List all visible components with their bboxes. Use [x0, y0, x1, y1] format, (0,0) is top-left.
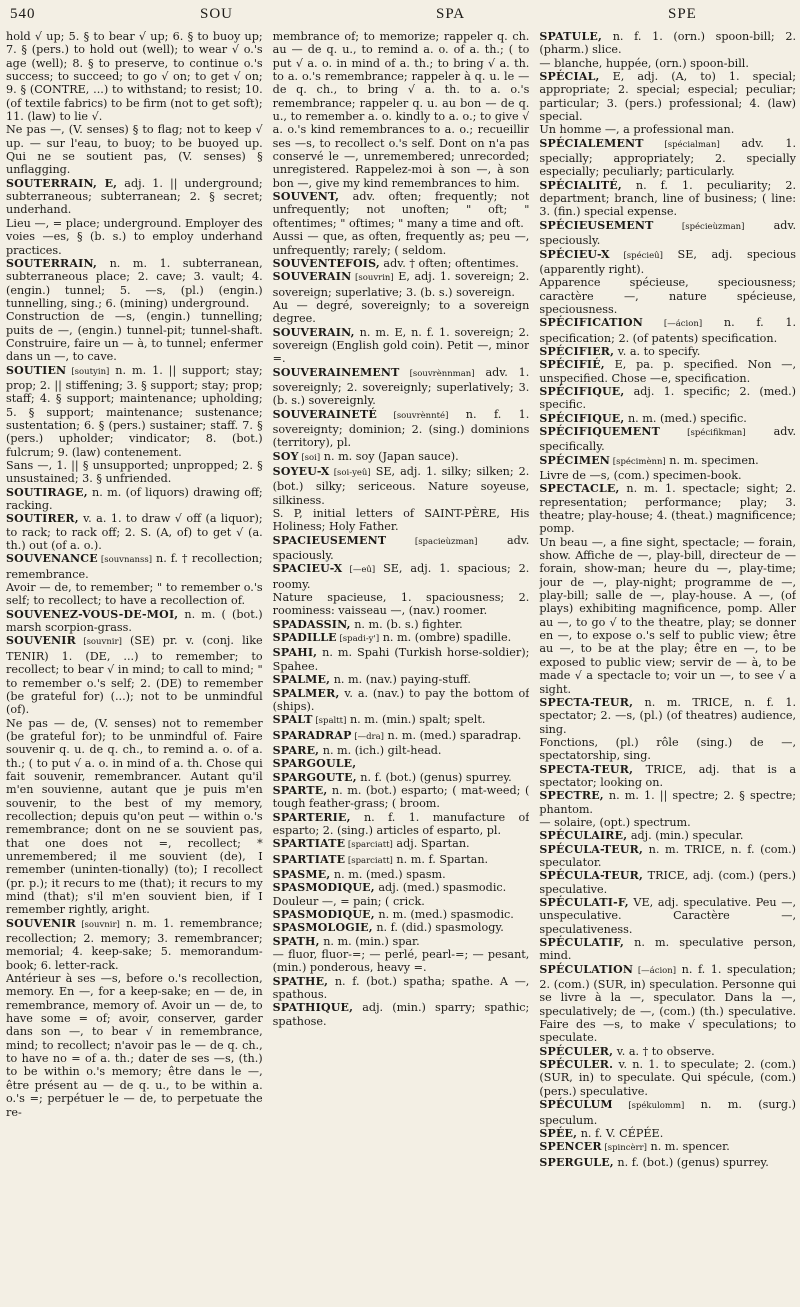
- dictionary-entry: [539, 454, 796, 469]
- pronunciation: [spadi-y']: [336, 634, 380, 645]
- entry-text: n. m. spencer.: [646, 1140, 730, 1154]
- entry-text: Antérieur à ses —s, before o.'s recollection, memory. En —, for a keep-sake; en — de, in remembrance, memory of. Avoir un — de, to have some = of; avoir, conserver, garder dans son —, to bear √ in remembrance, mind; to recollect; n'avoir pas le — de q. ch., to have no = of a. th.; dater de ses —s, (th.) to be within o.'s memory; être dans le —, être présent au — de q. u., to be within a. o.'s =; perpétuer le — de, to perpetuate the re-: [6, 972, 263, 1119]
- dictionary-entry: [273, 230, 530, 257]
- dictionary-entry: [539, 137, 796, 179]
- dictionary-entry: [273, 895, 530, 908]
- dictionary-entry: [539, 1127, 796, 1140]
- dictionary-entry: [273, 299, 530, 326]
- dictionary-entry: [273, 757, 530, 770]
- entry-text: hold √ up; 5. § to bear √ up; 6. § to buoy up; 7. § (pers.) to hold out (well); to wear √ o.'s age (well); 8. § to preserve, to continue o.'s success; to succeed; to go √ on; to get √ on; 9. § (CONTRE, ...) to withstand; to resist; 10. (of textile fabrics) to be firm (not to get soft); 11. (law) to lie √.: [6, 30, 263, 124]
- headword: SPATHIQUE,: [272, 1001, 354, 1015]
- headword: SPÉCULATIF,: [539, 936, 625, 950]
- entry-text: n. m. (of liquors) drawing off; racking.: [6, 485, 263, 513]
- headword: SPÉCULER.: [539, 1058, 614, 1072]
- entry-text: n. f. 1. specification; 2. (of patents) specification.: [539, 316, 797, 345]
- pronunciation: [spécimènn]: [610, 456, 666, 467]
- entry-text: n. m. Spahi (Turkish horse-soldier); Spahee.: [272, 646, 530, 673]
- entry-text: n. m. (med.) specific.: [624, 411, 747, 425]
- dictionary-entry: [273, 270, 530, 299]
- headword: SPÉCULA-TEUR,: [539, 842, 644, 856]
- dictionary-entry: [539, 276, 796, 316]
- entry-text: Construction de —s, (engin.) tunnelling; puits de —, (engin.) tunnel-pit; tunnel-shaft. Construire, faire un — à, to tunnel; enfermer dans un —, to cave.: [6, 310, 263, 364]
- headword: SPASMOLOGIE,: [272, 921, 373, 935]
- entry-text: n. f. (bot.) spatha; spathe. A —, spathous.: [272, 974, 530, 1002]
- dictionary-entry: [273, 30, 530, 190]
- headword: SPARGOUTE,: [272, 770, 357, 784]
- pronunciation: [souvrènnman]: [399, 368, 475, 379]
- column-middle: [273, 30, 530, 1303]
- entry-text: n. f. 1. (orn.) spoon-bill; 2. (pharm.) slice.: [539, 30, 797, 57]
- dictionary-entry: [273, 190, 530, 230]
- headword: SPÉCIAL,: [539, 70, 600, 84]
- entry-text: Aussi — que, as often, frequently as; peu —, unfrequently; rarely; ( seldom.: [272, 230, 530, 257]
- pronunciation: [spaltt]: [312, 716, 347, 727]
- entry-text: v. a. 1. to draw √ off (a liquor); to rack; to rack off; 2. S. (A, of) to get √ (a. th.) out (of a. o.).: [6, 512, 263, 553]
- dictionary-entry: [273, 408, 530, 450]
- headword: SPÉCIFICATION: [539, 316, 644, 330]
- entry-text: n. m. (min.) spalt; spelt.: [346, 713, 486, 727]
- dictionary-entry: [539, 763, 796, 790]
- entry-text: n. m. 1. spectacle; sight; 2. representation; performance; play; 3. theatre; play-house; 4. (theat.) magnificence; pomp.: [539, 482, 797, 536]
- entry-text: (SE) pr. v. (conj. like TENIR) 1. (DE, ...) to remember; to recollect; to bear √ in mind; to call to mind; " to remember o.'s self; 2. (DE) to remember (be grateful for) (...); not to be unmindful (of).: [6, 634, 263, 717]
- headword: SOUVENEZ-VOUS-DE-MOI,: [6, 607, 179, 621]
- dictionary-entry: [273, 853, 530, 868]
- pronunciation: [spécieû]: [609, 250, 663, 261]
- headword: SPARTIATE: [272, 837, 346, 851]
- dictionary-entry: [6, 634, 263, 716]
- dictionary-entry: [539, 536, 796, 696]
- headword: SPATH,: [272, 934, 320, 948]
- entry-text: n. m. f. Spartan.: [392, 852, 489, 866]
- dictionary-entry: [273, 673, 530, 686]
- headword: SPÉCIALITÉ,: [539, 178, 622, 192]
- headword: SPARTIATE: [272, 852, 346, 866]
- pronunciation: [spékulomm]: [612, 1101, 685, 1112]
- headword: SPÉCULAIRE,: [539, 829, 628, 843]
- pronunciation: [sparciatt]: [345, 840, 393, 851]
- entry-text: Lieu —, = place; underground. Employer des voies —es, § (b. s.) to employ underhand practices.: [6, 216, 263, 257]
- headword: SPACIEU-X: [272, 562, 343, 576]
- entry-text: n. f. (did.) spasmology.: [372, 921, 504, 935]
- pronunciation: [souvrènnté]: [376, 410, 449, 421]
- entry-text: Nature spacieuse, 1. spaciousness; 2. roominess: vaisseau —, (nav.) roomer.: [272, 591, 530, 618]
- headword: SPÉCIFIQUE,: [539, 384, 625, 398]
- dictionary-entry: [273, 465, 530, 507]
- dictionary-entry: [273, 784, 530, 811]
- dictionary-entry: [6, 608, 263, 635]
- headword: SPÉCULA-TEUR,: [539, 869, 644, 883]
- dictionary-entry: [273, 1001, 530, 1028]
- entry-text: n. m. (ich.) gilt-head.: [319, 743, 442, 757]
- entry-text: SE, adj. specious (apparently right).: [539, 247, 797, 276]
- headword: SOY: [272, 449, 299, 463]
- headword: SPARADRAP: [272, 728, 352, 742]
- dictionary-entry: [6, 512, 263, 552]
- dictionary-entry: [273, 771, 530, 784]
- headword: SPARE,: [272, 743, 320, 757]
- headword: SPÉCULATI-F,: [539, 896, 629, 909]
- entry-text: Apparence spécieuse, speciousness; caractère —, nature spécieuse, speciousness.: [539, 276, 797, 316]
- dictionary-entry: [273, 935, 530, 948]
- dictionary-entry: [539, 30, 796, 57]
- dictionary-entry: [273, 921, 530, 934]
- dictionary-entry: [539, 1156, 796, 1169]
- headword: SPADASSIN,: [272, 617, 351, 631]
- entry-text: n. m. ( (bot.) marsh scorpion-grass.: [6, 607, 263, 635]
- entry-text: S. P, initial letters of SAINT-PÈRE, His Holiness; Holy Father.: [272, 507, 530, 534]
- dictionary-entry: [6, 486, 263, 513]
- dictionary-entry: [273, 507, 530, 534]
- entry-text: n. f. 1. manufacture of esparto; 2. (sing.) articles of esparto, pl.: [272, 810, 530, 837]
- dictionary-entry: [273, 908, 530, 921]
- entry-text: n. m. (ombre) spadille.: [379, 631, 512, 645]
- headword: SPARTERIE,: [272, 810, 351, 824]
- running-head: [0, 6, 800, 28]
- entry-text: n. m. TRICE, n. f. 1. spectator; 2. —s, (pl.) (of theatres) audience, sing.: [539, 695, 797, 736]
- dictionary-entry: [539, 412, 796, 425]
- entry-text: — fluor, fluor-=; — perlé, pearl-=; — pesant, (min.) ponderous, heavy =.: [272, 948, 530, 975]
- headword: SPECTA-TEUR,: [539, 695, 634, 709]
- dictionary-entry: [539, 816, 796, 829]
- dictionary-entry: [6, 177, 263, 217]
- entry-text: n. m. 1. || support; stay; prop; 2. || stiffening; 3. § support; stay; prop; staff; 4. § support; maintenance; upholding; 5. § support; maintenance; sustenance; sustentation; 6. § (pers.) sustainer; staff. 7. § (pers.) upholder; vindicator; 8. (bot.) fulcrum; 9. (law) contenement.: [6, 363, 263, 459]
- entry-text: adj. (min.) specular.: [627, 829, 744, 843]
- dictionary-entry: [273, 450, 530, 465]
- entry-text: n. m. (surg.) speculum.: [539, 1098, 797, 1127]
- left-guide-word: SOU: [200, 6, 234, 22]
- dictionary-entry: [539, 736, 796, 763]
- headword: SOUVENIR: [6, 634, 76, 648]
- dictionary-entry: [539, 248, 796, 277]
- entry-text: E, pa. p. specified. Non —, unspecified. Chose —e, specification.: [539, 358, 797, 385]
- dictionary-entry: [539, 1140, 796, 1155]
- dictionary-columns: [6, 30, 796, 1303]
- dictionary-entry: [273, 534, 530, 563]
- dictionary-entry: [273, 257, 530, 270]
- column-left: [6, 30, 263, 1303]
- dictionary-entry: [6, 717, 263, 917]
- entry-text: Un beau —, a fine sight, spectacle; — forain, show. Affiche de —, play-bill, directeur de — forain, show-man; heure du —, play-time; jour de —, play-night; programme de —, play-bill; salle de —, play-house. A —, (of plays) exhibiting magnificence, pomp. Aller au —, to go √ to the theatre, play; se donner en —, to expose o.'s self to public view; être au —, to be at the play; être en —, to be exposed to public view; servir de — à, to be made √ a spectacle to; voir un —, to see √ a sight.: [539, 535, 797, 696]
- headword: SPASME,: [272, 867, 331, 881]
- entry-text: Douleur —, = pain; ( crick.: [272, 894, 425, 908]
- entry-text: adj. 1. || underground; subterraneous; subterranean; 2. § secret; underhand.: [6, 176, 263, 217]
- dictionary-entry: [539, 1058, 796, 1098]
- dictionary-entry: [6, 552, 263, 581]
- headword: SPATULE,: [539, 30, 603, 43]
- dictionary-entry: [539, 70, 796, 123]
- entry-text: n. m. (med.) sparadrap.: [384, 728, 522, 742]
- dictionary-entry: [539, 219, 796, 248]
- pronunciation: [spincèrr]: [601, 1143, 647, 1154]
- headword: SOUVERAINETÉ: [272, 407, 377, 421]
- headword: SOUTIRAGE,: [6, 485, 88, 499]
- pronunciation: [spécialman]: [643, 139, 720, 150]
- entry-text: n. m. (med.) spasmodic.: [374, 908, 514, 921]
- entry-text: n. m. (bot.) esparto; ( mat-weed; ( tough feather-grass; ( broom.: [272, 783, 530, 811]
- headword: SPÉCULUM: [539, 1098, 613, 1112]
- dictionary-entry: [273, 713, 530, 728]
- headword: SOUTIRER,: [6, 512, 79, 526]
- headword: SOYEU-X: [272, 465, 330, 478]
- pronunciation: [—ácion]: [633, 965, 677, 976]
- entry-text: n. m. soy (Japan sauce).: [320, 449, 459, 463]
- dictionary-entry: [539, 358, 796, 385]
- entry-text: n. m. E, n. f. 1. sovereign; 2. sovereign (English gold coin). Petit —, minor =.: [272, 325, 530, 366]
- entry-text: n. m. specimen.: [665, 453, 759, 467]
- entry-text: n. m. TRICE, n. f. (com.) speculator.: [539, 842, 797, 869]
- headword: SPÉCIFIQUEMENT: [539, 424, 660, 438]
- dictionary-entry: [273, 881, 530, 894]
- entry-text: n. f. 1. sovereignty; dominion; 2. (sing.) dominions (territory), pl.: [272, 407, 530, 450]
- headword: SPÉCIALEMENT: [539, 136, 644, 150]
- column-right: [539, 30, 796, 1303]
- dictionary-entry: [539, 1045, 796, 1058]
- entry-text: adv. spaciously.: [272, 533, 530, 563]
- entry-text: n. m. (med.) spasm.: [330, 867, 446, 881]
- entry-text: Fonctions, (pl.) rôle (sing.) de —, spectatorship, sing.: [539, 735, 797, 763]
- entry-text: n. f. † recollection; remembrance.: [6, 552, 263, 581]
- pronunciation: [souvnir]: [75, 919, 120, 930]
- headword: SOUVERAIN: [272, 270, 352, 284]
- entry-text: n. m. (b. s.) fighter.: [350, 617, 463, 631]
- headword: SOUTERRAIN,: [6, 256, 98, 270]
- entry-text: adv. 1. sovereignly; 2. sovereignly; superlatively; 3. (b. s.) sovereignly.: [272, 365, 530, 408]
- dictionary-entry: [6, 30, 263, 123]
- headword: SPÉCIFIÉ,: [539, 358, 605, 372]
- entry-text: n. m. 1. || spectre; 2. § spectre; phantom.: [539, 789, 797, 816]
- entry-text: TRICE, adj. that is a spectator; looking on.: [539, 762, 797, 789]
- dictionary-entry: [273, 948, 530, 975]
- headword: SPADILLE: [272, 631, 337, 645]
- headword: SPÉCIMEN: [539, 453, 611, 467]
- dictionary-entry: [539, 829, 796, 842]
- pronunciation: [soi]: [298, 452, 321, 463]
- dictionary-entry: [273, 837, 530, 852]
- entry-text: E, adj. 1. sovereign; 2. sovereign; superlative; 3. (b. s.) sovereign.: [272, 270, 530, 299]
- entry-text: SE, adj. 1. silky; silken; 2. (bot.) silky; sericeous. Nature soyeuse, silkiness.: [272, 465, 530, 507]
- entry-text: — solaire, (opt.) spectrum.: [539, 815, 691, 829]
- dictionary-entry: [6, 257, 263, 310]
- pronunciation: [soutyin]: [66, 366, 110, 377]
- headword: SPACIEUSEMENT: [272, 533, 387, 547]
- dictionary-entry: [539, 482, 796, 535]
- headword: SPÉCULATION: [539, 962, 634, 976]
- dictionary-entry: [273, 811, 530, 838]
- entry-text: adj. Spartan.: [392, 837, 470, 851]
- headword: SPENCER: [539, 1140, 602, 1154]
- pronunciation: [souvnanss]: [97, 555, 153, 566]
- dictionary-entry: [273, 646, 530, 673]
- entry-text: membrance of; to memorize; rappeler q. ch. au — de q. u., to remind a. o. of a. th.; ( to put √ a. o. in mind of a. th.; to bring √ a. th. to a. o.'s remembrance; rappeler à q. u. le — de q. ch., to bring √ a. th. to a. o.'s remembrance; rappeler q. u. au bon — de q. u., to remember a. o. kindly to a. o.; to give √ a. o.'s kind remembrances to a. o.; recueillir ses —s, to recollect o.'s self. Dont on n'a pas conservé le —, unremembered; unrecorded; unregistered. Rappelez-moi à son —, à son bon —, give my kind remembrances to him.: [272, 30, 530, 190]
- dictionary-entry: [273, 366, 530, 408]
- dictionary-entry: [273, 687, 530, 714]
- entry-text: TRICE, adj. (com.) (pers.) speculative.: [539, 869, 797, 896]
- dictionary-entry: [539, 936, 796, 963]
- dictionary-entry: [273, 618, 530, 631]
- entry-text: Sans —, 1. || § unsupported; unpropped; 2. § unsustained; 3. § unfriended.: [6, 459, 263, 486]
- headword: SOUTIEN: [6, 363, 67, 377]
- headword: SPECTA-TEUR,: [539, 762, 634, 776]
- entry-text: n. f. 1. peculiarity; 2. department; branch, line of business; ( line: 3. (fin.) special expense.: [539, 178, 797, 219]
- headword: SPÉCIFIQUE,: [539, 411, 625, 425]
- entry-text: n. m. 1. subterranean, subterraneous place; 2. cave; 3. vault; 4. (engin.) tunnel; 5. —s, (pl.) (engin.) tunnelling, sing.; 6. (mining) underground.: [6, 256, 263, 310]
- dictionary-entry: [273, 562, 530, 591]
- pronunciation: [spécieùzman]: [653, 221, 745, 232]
- headword: SPECTACLE,: [539, 482, 620, 496]
- headword: SPERGULE,: [539, 1155, 614, 1169]
- entry-text: n. f. (bot.) (genus) spurrey.: [613, 1155, 769, 1169]
- dictionary-entry: [539, 385, 796, 412]
- pronunciation: [—dra]: [351, 731, 384, 742]
- entry-text: n. m. (nav.) paying-stuff.: [330, 673, 471, 687]
- dictionary-entry: [6, 972, 263, 1119]
- entry-text: n. f. V. CÉPÉE.: [577, 1126, 664, 1140]
- headword: SPÉCIEUSEMENT: [539, 218, 654, 232]
- headword: SOUVENTEFOIS,: [272, 256, 380, 270]
- headword: SPARGOULE,: [272, 757, 357, 771]
- dictionary-entry: [539, 316, 796, 345]
- dictionary-entry: [273, 975, 530, 1002]
- dictionary-entry: [6, 310, 263, 363]
- headword: SPATHE,: [272, 974, 329, 988]
- entry-text: n. m. (min.) spar.: [319, 934, 420, 948]
- entry-text: Livre de —s, (com.) specimen-book.: [539, 469, 742, 482]
- dictionary-entry: [539, 843, 796, 870]
- middle-guide-word: SPA: [436, 6, 466, 22]
- entry-text: v. a. † to observe.: [613, 1044, 715, 1058]
- entry-text: v. a. (nav.) to pay the bottom of (ships).: [272, 686, 530, 713]
- dictionary-entry: [273, 868, 530, 881]
- headword: SOUVENANCE: [6, 552, 98, 566]
- pronunciation: [spacieùzman]: [386, 536, 478, 547]
- dictionary-entry: [539, 1098, 796, 1127]
- entry-text: adv. 1. specially; appropriately; 2. specially especially; peculiarly; particularly.: [539, 136, 797, 179]
- dictionary-entry: [273, 729, 530, 744]
- entry-text: Au — degré, sovereignly; to a sovereign degree.: [272, 298, 530, 326]
- headword: SPALMER,: [272, 686, 340, 700]
- entry-text: n. f. (bot.) (genus) spurrey.: [356, 770, 512, 784]
- pronunciation: [souvnir]: [75, 637, 122, 648]
- entry-text: VE, adj. speculative. Peu —, unspeculative. Caractère —, speculativeness.: [539, 896, 797, 936]
- headword: SPECTRE,: [539, 789, 604, 803]
- entry-text: n. m. speculative person, mind.: [539, 936, 797, 963]
- headword: SPALME,: [272, 673, 331, 687]
- entry-text: adj. 1. specific; 2. (med.) specific.: [539, 384, 797, 412]
- dictionary-entry: [6, 123, 263, 176]
- pronunciation: [—ácion]: [643, 319, 703, 330]
- dictionary-entry: [273, 591, 530, 618]
- pronunciation: [soi-yeû]: [329, 468, 371, 478]
- pronunciation: [—eû]: [342, 565, 376, 576]
- entry-text: v. n. 1. to speculate; 2. (com.) (SUR, in) to speculate. Qui spécule, (com.) (pers.) speculative.: [539, 1058, 797, 1098]
- dictionary-entry: [6, 581, 263, 608]
- headword: SPALT: [272, 713, 313, 727]
- entry-text: adv. often; frequently; not unfrequently; not unoften; " oft; " oftentimes; " oftimes; " many a time and oft.: [272, 190, 530, 230]
- dictionary-entry: [6, 364, 263, 459]
- entry-text: n. m. 1. remembrance; recollection; 2. memory; 3. remembrancer; memorial; 4. keep-sake; 5. memorandum-book; 6. letter-rack.: [6, 916, 263, 972]
- dictionary-entry: [539, 896, 796, 936]
- headword: SOUVENIR: [6, 916, 76, 930]
- headword: SOUTERRAIN, E,: [6, 176, 118, 190]
- dictionary-entry: [6, 917, 263, 972]
- entry-text: v. a. to specify.: [614, 344, 701, 358]
- dictionary-entry: [539, 469, 796, 482]
- entry-text: Ne pas — de, (V. senses) not to remember (be grateful for); to be unmindful of. Faire souvenir q. u. de q. ch., to remind a. o. of a. th.; ( to put √ a. o. in mind of a. th. Chose qui fait souvenir, remembrancer. Autant qu'il m'en souvienne, autant que je puis m'en souvenir, to the best of my memory, recollection; depuis qu'on peut — within o.'s remembrance; dont on ne se souvient pas, that one does not =, recollect; * unremembered; il me souvient (de), I remember (uninten-tionally) (to); I recollect (pr. p.); it recurs to me (that); it recurs to my mind (that); s'il m'en souvient bien, if I remember rightly, aright.: [6, 716, 263, 917]
- headword: SPÉE,: [539, 1126, 578, 1140]
- entry-text: adv. specifically.: [539, 424, 797, 454]
- dictionary-entry: [6, 217, 263, 257]
- entry-text: E, adj. (A, to) 1. special; appropriate; 2. special; especial; peculiar; particular; 3. (pers.) professional; 4. (law) special.: [539, 70, 797, 124]
- pronunciation: [spécifikman]: [659, 427, 746, 438]
- dictionary-entry: [539, 345, 796, 358]
- headword: SOUVENT,: [272, 190, 340, 204]
- page-number: 540: [10, 6, 36, 22]
- dictionary-entry: [539, 179, 796, 219]
- headword: SPÉCULER,: [539, 1044, 614, 1058]
- dictionary-entry: [273, 326, 530, 366]
- pronunciation: [sparciatt]: [345, 855, 393, 866]
- headword: SPÉCIEU-X: [539, 247, 610, 261]
- entry-text: adj. (med.) spasmodic.: [374, 881, 507, 895]
- dictionary-entry: [539, 963, 796, 1045]
- right-guide-word: SPE: [668, 6, 697, 22]
- entry-text: n. f. 1. speculation; 2. (com.) (SUR, in) speculation. Personne qui se livre à la —, speculator. Dans la —, speculatively; de —, (com.) (th.) speculative. Faire des —s, to make √ speculations; to speculate.: [539, 962, 797, 1045]
- dictionary-entry: [539, 869, 796, 896]
- entry-text: Un homme —, a professional man.: [539, 123, 735, 137]
- dictionary-entry: [273, 744, 530, 757]
- dictionary-entry: [539, 123, 796, 136]
- entry-text: SE, adj. 1. spacious; 2. roomy.: [272, 562, 530, 591]
- headword: SPASMODIQUE,: [272, 881, 375, 895]
- headword: SPASMODIQUE,: [272, 908, 375, 921]
- entry-text: Avoir — de, to remember; " to remember o.'s self; to recollect; to have a recollection of.: [6, 581, 263, 608]
- headword: SPAHI,: [272, 646, 318, 660]
- dictionary-entry: [273, 631, 530, 646]
- entry-text: — blanche, huppée, (orn.) spoon-bill.: [539, 56, 749, 70]
- headword: SPÉCIFIER,: [539, 344, 615, 358]
- headword: SOUVERAINEMENT: [272, 365, 400, 379]
- entry-text: adj. (min.) sparry; spathic; spathose.: [272, 1001, 530, 1028]
- dictionary-entry: [539, 57, 796, 70]
- entry-text: adv. † often; oftentimes.: [379, 256, 519, 270]
- pronunciation: [souvrin]: [351, 273, 394, 284]
- dictionary-entry: [539, 696, 796, 736]
- entry-text: adv. speciously.: [539, 218, 797, 248]
- entry-text: Ne pas —, (V. senses) § to flag; not to keep √ up. — sur l'eau, to buoy; to be buoyed up. Qui ne se soutient pas, (V. senses) § unflagging.: [6, 123, 263, 177]
- dictionary-entry: [539, 789, 796, 816]
- dictionary-entry: [539, 425, 796, 454]
- headword: SPARTE,: [272, 783, 328, 797]
- headword: SOUVERAIN,: [272, 325, 355, 339]
- dictionary-entry: [6, 459, 263, 486]
